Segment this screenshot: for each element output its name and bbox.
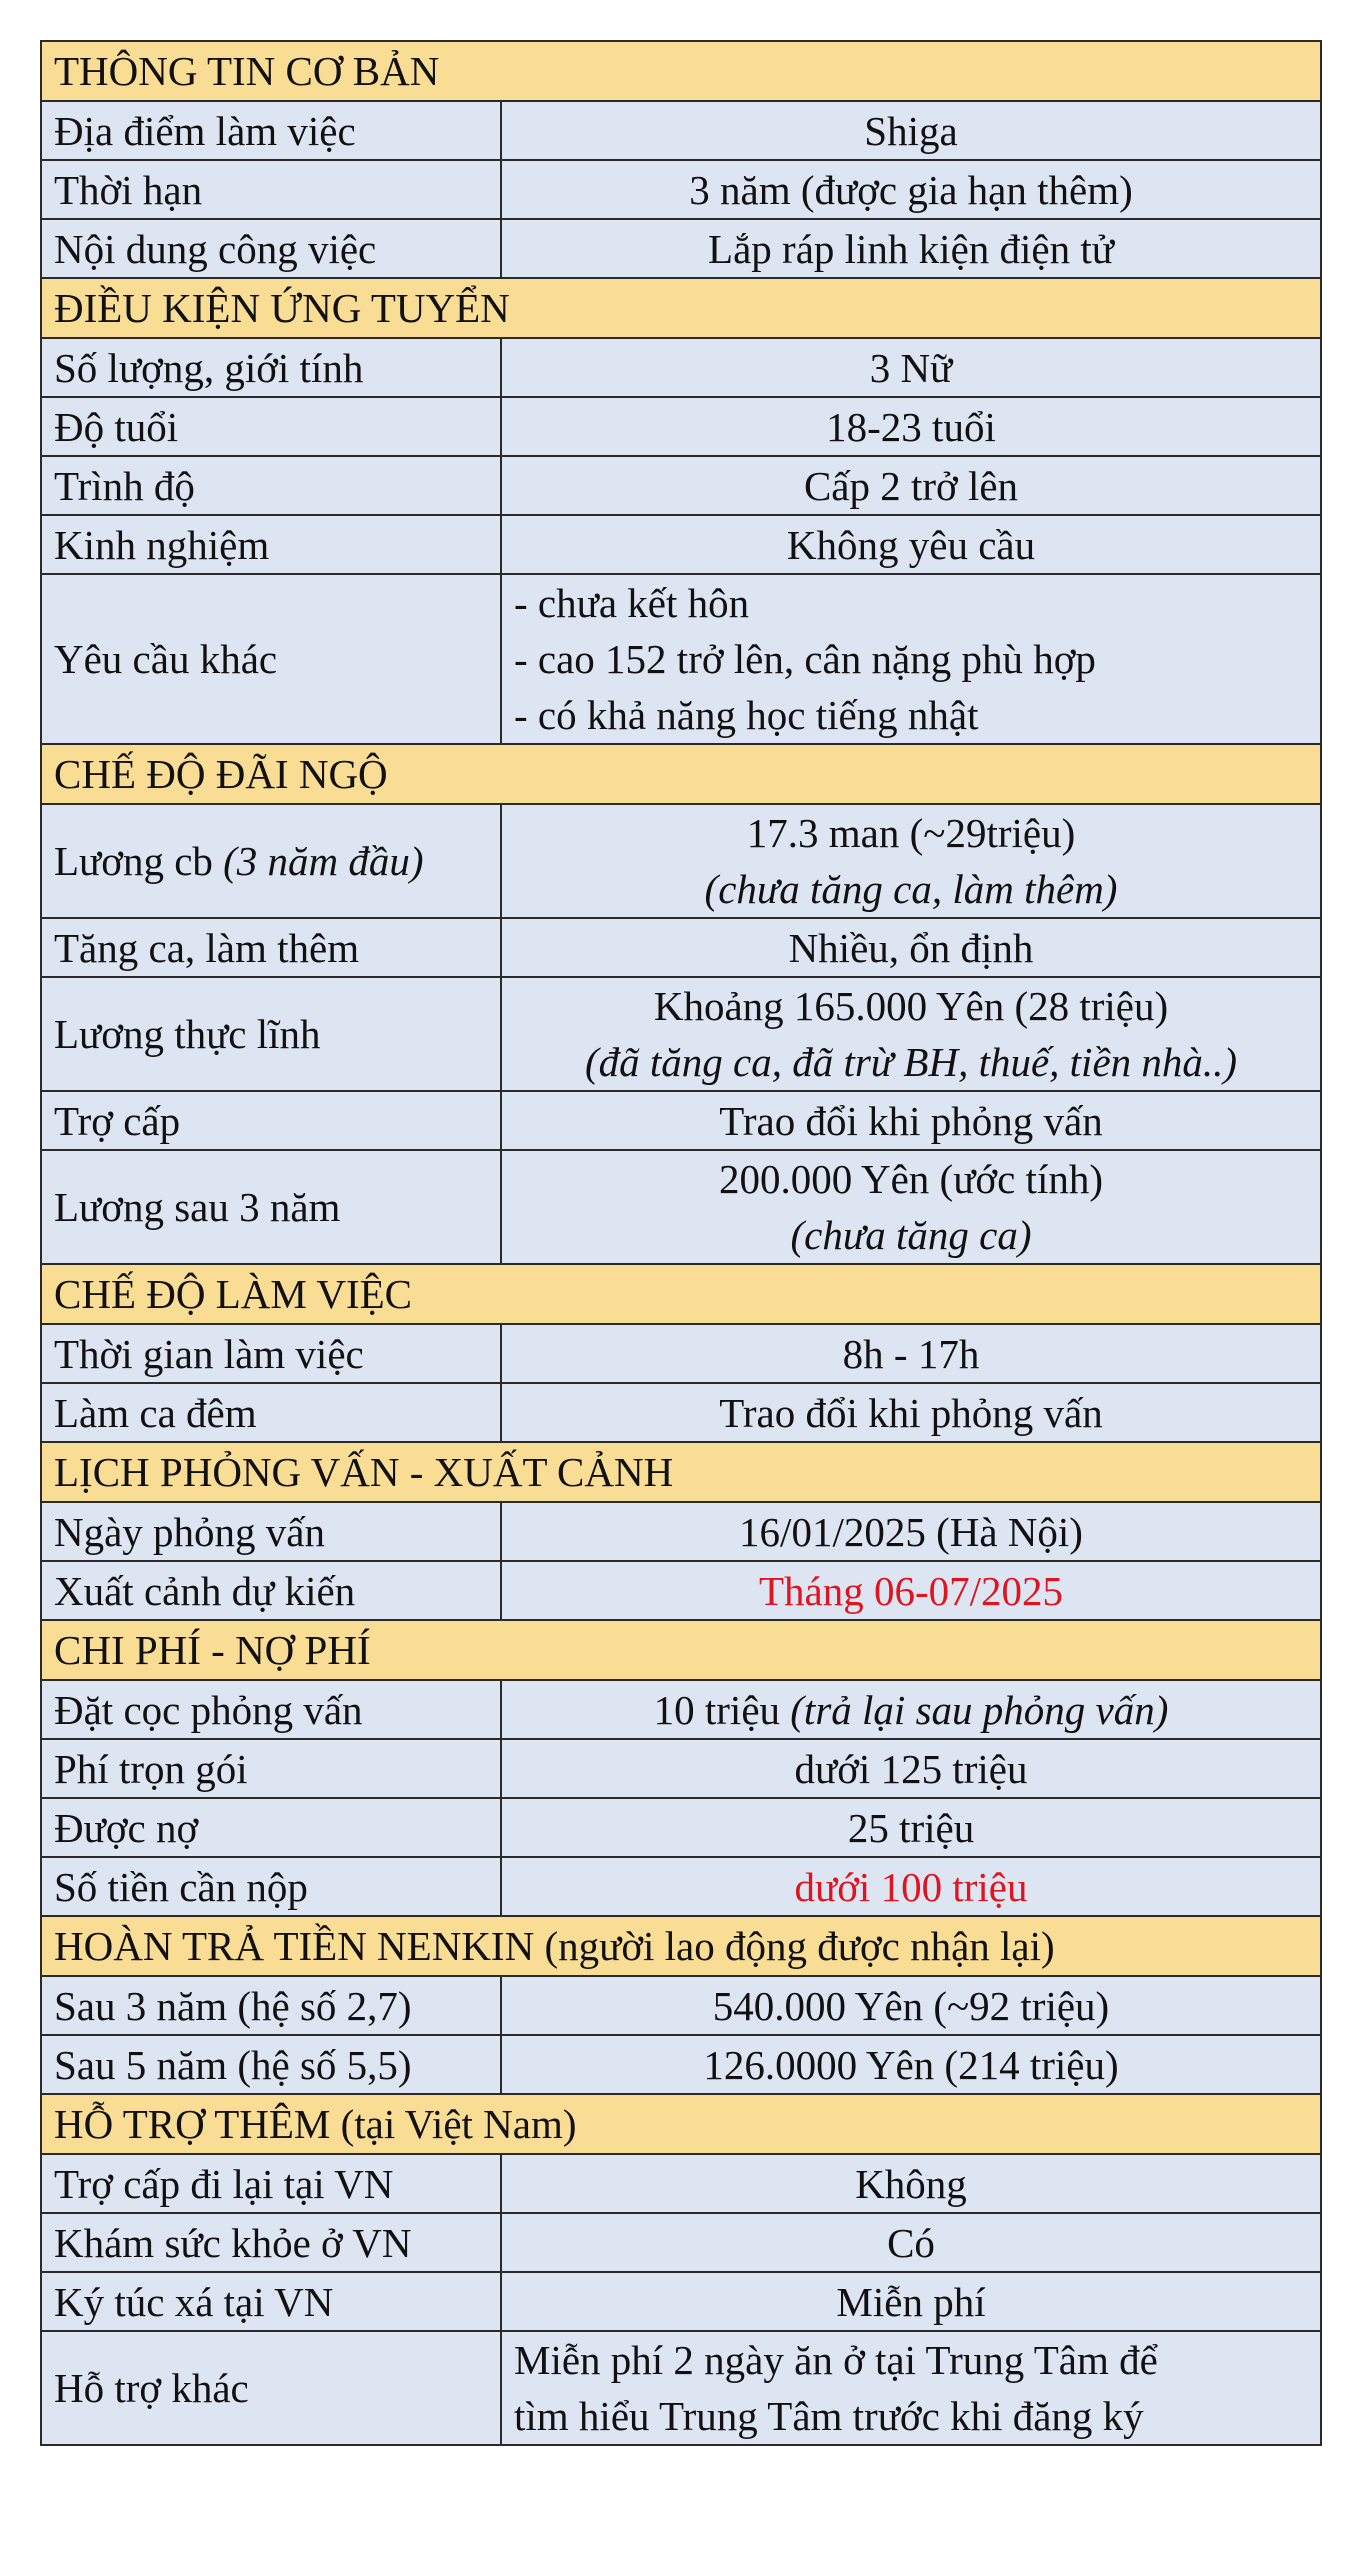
row-label: Thời gian làm việc xyxy=(41,1324,501,1383)
table-row xyxy=(41,2331,1321,2445)
table-row xyxy=(41,918,1321,977)
table-row xyxy=(41,804,1321,918)
section-costs xyxy=(41,1620,1321,1680)
row-label: Yêu cầu khác xyxy=(41,574,501,744)
table-row xyxy=(41,1502,1321,1561)
value-text: 10 triệu xyxy=(653,1686,781,1733)
row-value: 3 Nữ xyxy=(501,338,1321,397)
row-label: Ký túc xá tại VN xyxy=(41,2272,501,2331)
row-label: Số lượng, giới tính xyxy=(41,338,501,397)
row-value: Có xyxy=(501,2213,1321,2272)
section-title: THÔNG TIN CƠ BẢN xyxy=(41,41,1321,101)
row-value: Miễn phí xyxy=(501,2272,1321,2331)
table-row xyxy=(41,101,1321,160)
table-row xyxy=(41,2213,1321,2272)
table-row xyxy=(41,1324,1321,1383)
row-label: Đặt cọc phỏng vấn xyxy=(41,1680,501,1739)
row-label: Địa điểm làm việc xyxy=(41,101,501,160)
row-value: dưới 125 triệu xyxy=(501,1739,1321,1798)
row-value: Không yêu cầu xyxy=(501,515,1321,574)
row-value: 25 triệu xyxy=(501,1798,1321,1857)
value-note: (trả lại sau phỏng vấn) xyxy=(790,1686,1169,1733)
row-label: Kinh nghiệm xyxy=(41,515,501,574)
row-value-highlight: Tháng 06-07/2025 xyxy=(501,1561,1321,1620)
table-row xyxy=(41,574,1321,744)
row-label: Được nợ xyxy=(41,1798,501,1857)
row-label: Trợ cấp đi lại tại VN xyxy=(41,2154,501,2213)
job-info-table xyxy=(40,40,1322,2446)
row-label: Trình độ xyxy=(41,456,501,515)
row-label: Lương sau 3 năm xyxy=(41,1150,501,1264)
section-schedule xyxy=(41,1442,1321,1502)
row-label: Trợ cấp xyxy=(41,1091,501,1150)
table-row xyxy=(41,1857,1321,1916)
row-value xyxy=(501,574,1321,744)
row-label: Thời hạn xyxy=(41,160,501,219)
requirement-line: - chưa kết hôn xyxy=(514,580,750,626)
row-value: Shiga xyxy=(501,101,1321,160)
section-basic-info xyxy=(41,41,1321,101)
row-value: Lắp ráp linh kiện điện tử xyxy=(501,219,1321,278)
row-value xyxy=(501,1680,1321,1739)
value-text: 17.3 man (~29triệu) xyxy=(746,810,1076,856)
value-note: (đã tăng ca, đã trừ BH, thuế, tiền nhà..) xyxy=(584,1039,1238,1085)
row-value: Trao đổi khi phỏng vấn xyxy=(501,1383,1321,1442)
section-work xyxy=(41,1264,1321,1324)
row-label: Khám sức khỏe ở VN xyxy=(41,2213,501,2272)
table-row xyxy=(41,977,1321,1091)
table-row xyxy=(41,456,1321,515)
requirement-line: - có khả năng học tiếng nhật xyxy=(514,692,979,738)
section-title: CHI PHÍ - NỢ PHÍ xyxy=(41,1620,1321,1680)
table-row xyxy=(41,397,1321,456)
table-row xyxy=(41,1739,1321,1798)
section-title: LỊCH PHỎNG VẤN - XUẤT CẢNH xyxy=(41,1442,1321,1502)
table-row xyxy=(41,2035,1321,2094)
requirement-line: - cao 152 trở lên, cân nặng phù hợp xyxy=(514,636,1096,682)
section-title: CHẾ ĐỘ ĐÃI NGỘ xyxy=(41,744,1321,804)
row-label: Sau 5 năm (hệ số 5,5) xyxy=(41,2035,501,2094)
section-title: HỖ TRỢ THÊM (tại Việt Nam) xyxy=(41,2094,1321,2154)
row-value: Cấp 2 trở lên xyxy=(501,456,1321,515)
row-value-highlight: dưới 100 triệu xyxy=(501,1857,1321,1916)
section-support xyxy=(41,2094,1321,2154)
value-text: 200.000 Yên (ước tính) xyxy=(719,1156,1103,1202)
row-label: Độ tuổi xyxy=(41,397,501,456)
value-note: (chưa tăng ca, làm thêm) xyxy=(704,866,1118,912)
row-label: Xuất cảnh dự kiến xyxy=(41,1561,501,1620)
table-row xyxy=(41,1150,1321,1264)
row-value: Nhiều, ổn định xyxy=(501,918,1321,977)
table-row xyxy=(41,219,1321,278)
row-value: 3 năm (được gia hạn thêm) xyxy=(501,160,1321,219)
section-title: CHẾ ĐỘ LÀM VIỆC xyxy=(41,1264,1321,1324)
table-row xyxy=(41,160,1321,219)
table-row xyxy=(41,515,1321,574)
row-label: Sau 3 năm (hệ số 2,7) xyxy=(41,1976,501,2035)
table-row xyxy=(41,1680,1321,1739)
row-value: 126.0000 Yên (214 triệu) xyxy=(501,2035,1321,2094)
table-row xyxy=(41,2272,1321,2331)
support-line: Miễn phí 2 ngày ăn ở tại Trung Tâm để xyxy=(514,2337,1158,2383)
row-value xyxy=(501,977,1321,1091)
row-label: Số tiền cần nộp xyxy=(41,1857,501,1916)
table-row xyxy=(41,338,1321,397)
table-row xyxy=(41,1091,1321,1150)
row-label: Tăng ca, làm thêm xyxy=(41,918,501,977)
row-value xyxy=(501,2331,1321,2445)
section-nenkin xyxy=(41,1916,1321,1976)
section-conditions xyxy=(41,278,1321,338)
row-label: Phí trọn gói xyxy=(41,1739,501,1798)
row-value xyxy=(501,1150,1321,1264)
row-value: 8h - 17h xyxy=(501,1324,1321,1383)
label-note: (3 năm đầu) xyxy=(223,838,424,884)
row-value: Trao đổi khi phỏng vấn xyxy=(501,1091,1321,1150)
table-row xyxy=(41,1798,1321,1857)
section-title: ĐIỀU KIỆN ỨNG TUYỂN xyxy=(41,278,1321,338)
row-value: 16/01/2025 (Hà Nội) xyxy=(501,1502,1321,1561)
table-row xyxy=(41,1561,1321,1620)
section-benefits xyxy=(41,744,1321,804)
row-label xyxy=(41,804,501,918)
section-title: HOÀN TRẢ TIỀN NENKIN (người lao động được nhận lại) xyxy=(41,1916,1321,1976)
label-text: Lương cb xyxy=(54,838,213,884)
row-value: 540.000 Yên (~92 triệu) xyxy=(501,1976,1321,2035)
row-label: Nội dung công việc xyxy=(41,219,501,278)
table-row xyxy=(41,1976,1321,2035)
row-label: Hỗ trợ khác xyxy=(41,2331,501,2445)
table-row xyxy=(41,1383,1321,1442)
value-text: Khoảng 165.000 Yên (28 triệu) xyxy=(653,983,1169,1029)
table-row xyxy=(41,2154,1321,2213)
row-value: Không xyxy=(501,2154,1321,2213)
value-note: (chưa tăng ca) xyxy=(790,1212,1032,1258)
row-label: Làm ca đêm xyxy=(41,1383,501,1442)
row-label: Lương thực lĩnh xyxy=(41,977,501,1091)
row-label: Ngày phỏng vấn xyxy=(41,1502,501,1561)
row-value xyxy=(501,804,1321,918)
row-value: 18-23 tuổi xyxy=(501,397,1321,456)
support-line: tìm hiểu Trung Tâm trước khi đăng ký xyxy=(514,2393,1144,2439)
